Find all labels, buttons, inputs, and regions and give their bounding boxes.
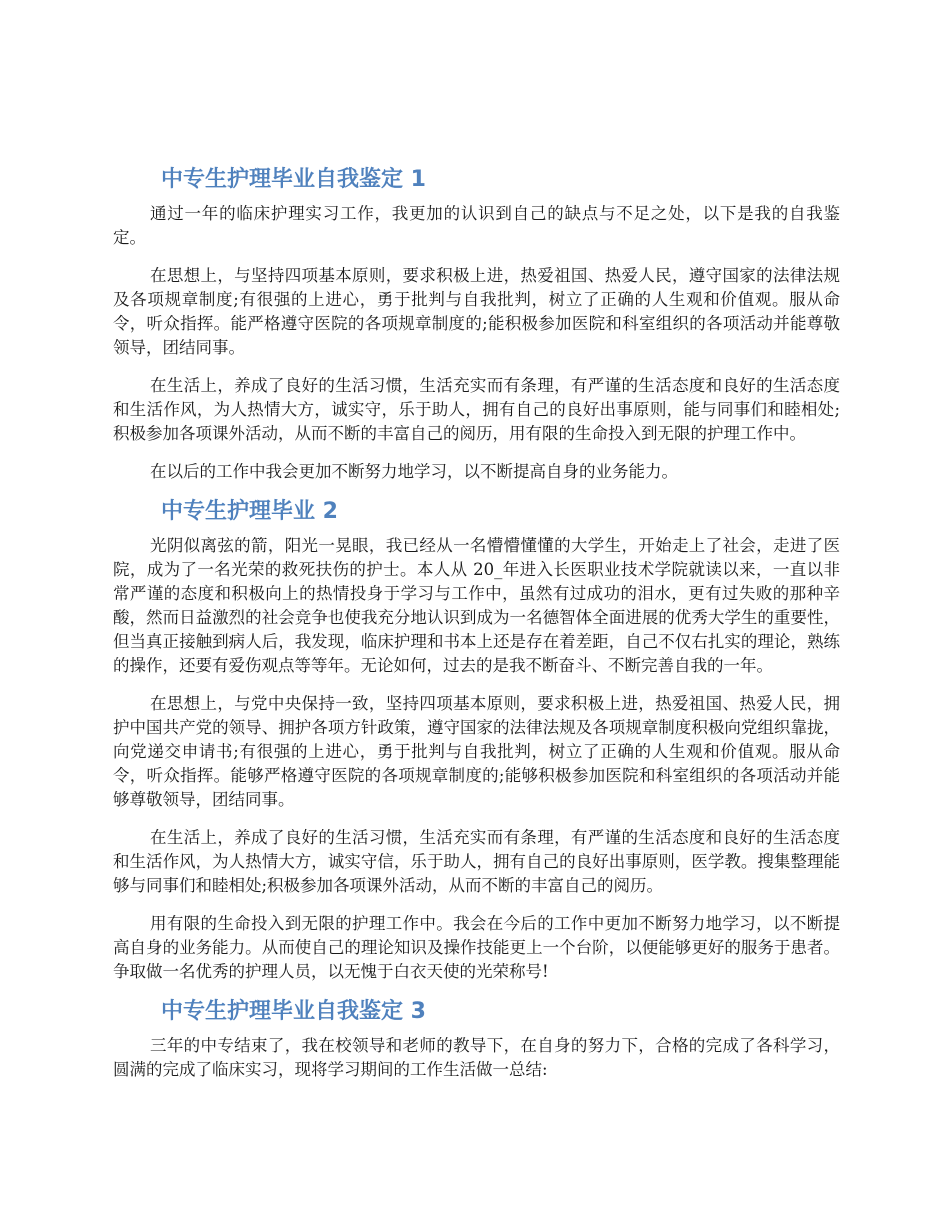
- section-2-paragraph-1: 光阴似离弦的箭，阳光一晃眼，我已经从一名懵懵懂懂的大学生，开始走上了社会，走进了医院，成为了一名光荣的救死扶伤的护士。本人从 20_年进入长医职业技术学院就读以来，一直以非常严谨的态度和积极向上的热情投身于学习与工作中，虽然有过成功的泪水，更有过失败的那种辛酸，然而日益激烈的社会竞争也使我充分地认识到成为一名德智体全面进展的优秀大学生的重要性，但当真正接触到病人后，我发现，临床护理和书本上还是存在着差距，自己不仅右扎实的理论，熟练的操作，还要有爱伤观点等等年。无论如何，过去的是我不断奋斗、不断完善自我的一年。: [113, 536, 840, 675]
- section-1-paragraph-1: 通过一年的临床护理实习工作，我更加的认识到自己的缺点与不足之处，以下是我的自我鉴定。: [113, 204, 840, 247]
- section-3-paragraph-1: 三年的中专结束了，我在校领导和老师的教导下，在自身的努力下，合格的完成了各科学习，圆满的完成了临床实习，现将学习期间的工作生活做一总结:: [113, 1036, 840, 1079]
- section-1-paragraph-3: 在生活上，养成了良好的生活习惯，生活充实而有条理，有严谨的生活态度和良好的生活态度和生活作风，为人热情大方，诚实守，乐于助人，拥有自己的良好出事原则，能与同事们和睦相处;积极参加各项课外活动，从而不断的丰富自己的阅历，用有限的生命投入到无限的护理工作中。: [113, 376, 840, 443]
- section-1-paragraph-4: 在以后的工作中我会更加不断努力地学习，以不断提高自身的业务能力。: [150, 462, 678, 481]
- section-2-paragraph-2: 在思想上，与党中央保持一致，坚持四项基本原则，要求积极上进，热爱祖国、热爱人民，拥护中国共产党的领导、拥护各项方针政策，遵守国家的法律法规及各项规章制度积极向党组织靠拢，向党递交申请书;有很强的上进心，勇于批判与自我批判，树立了正确的人生观和价值观。服从命令，听众指挥。能够严格遵守医院的各项规章制度的;能够积极参加医院和科室组织的各项活动并能够尊敬领导，团结同事。: [113, 694, 840, 809]
- section-2-paragraph-4: 用有限的生命投入到无限的护理工作中。我会在今后的工作中更加不断努力地学习，以不断提高自身的业务能力。从而使自己的理论知识及操作技能更上一个台阶，以便能够更好的服务于患者。争取做一名优秀的护理人员，以无愧于白衣天使的光荣称号!: [113, 914, 840, 981]
- section-heading-3: 中专生护理毕业自我鉴定 3: [161, 999, 426, 1024]
- document-body: [113, 158, 840, 1096]
- section-heading-2: 中专生护理毕业 2: [161, 499, 338, 524]
- section-2-paragraph-3: 在生活上，养成了良好的生活习惯，生活充实而有条理，有严谨的生活态度和良好的生活态度和生活作风，为人热情大方，诚实守信，乐于助人，拥有自己的良好出事原则，医学教。搜集整理能够与同事们和睦相处;积极参加各项课外活动，从而不断的丰富自己的阅历。: [113, 828, 840, 895]
- section-1-paragraph-2: 在思想上，与坚持四项基本原则，要求积极上进，热爱祖国、热爱人民，遵守国家的法律法规及各项规章制度;有很强的上进心，勇于批判与自我批判，树立了正确的人生观和价值观。服从命令，听众指挥。能严格遵守医院的各项规章制度的;能积极参加医院和科室组织的各项活动并能尊敬领导，团结同事。: [113, 266, 840, 357]
- section-heading-1: 中专生护理毕业自我鉴定 1: [161, 167, 426, 192]
